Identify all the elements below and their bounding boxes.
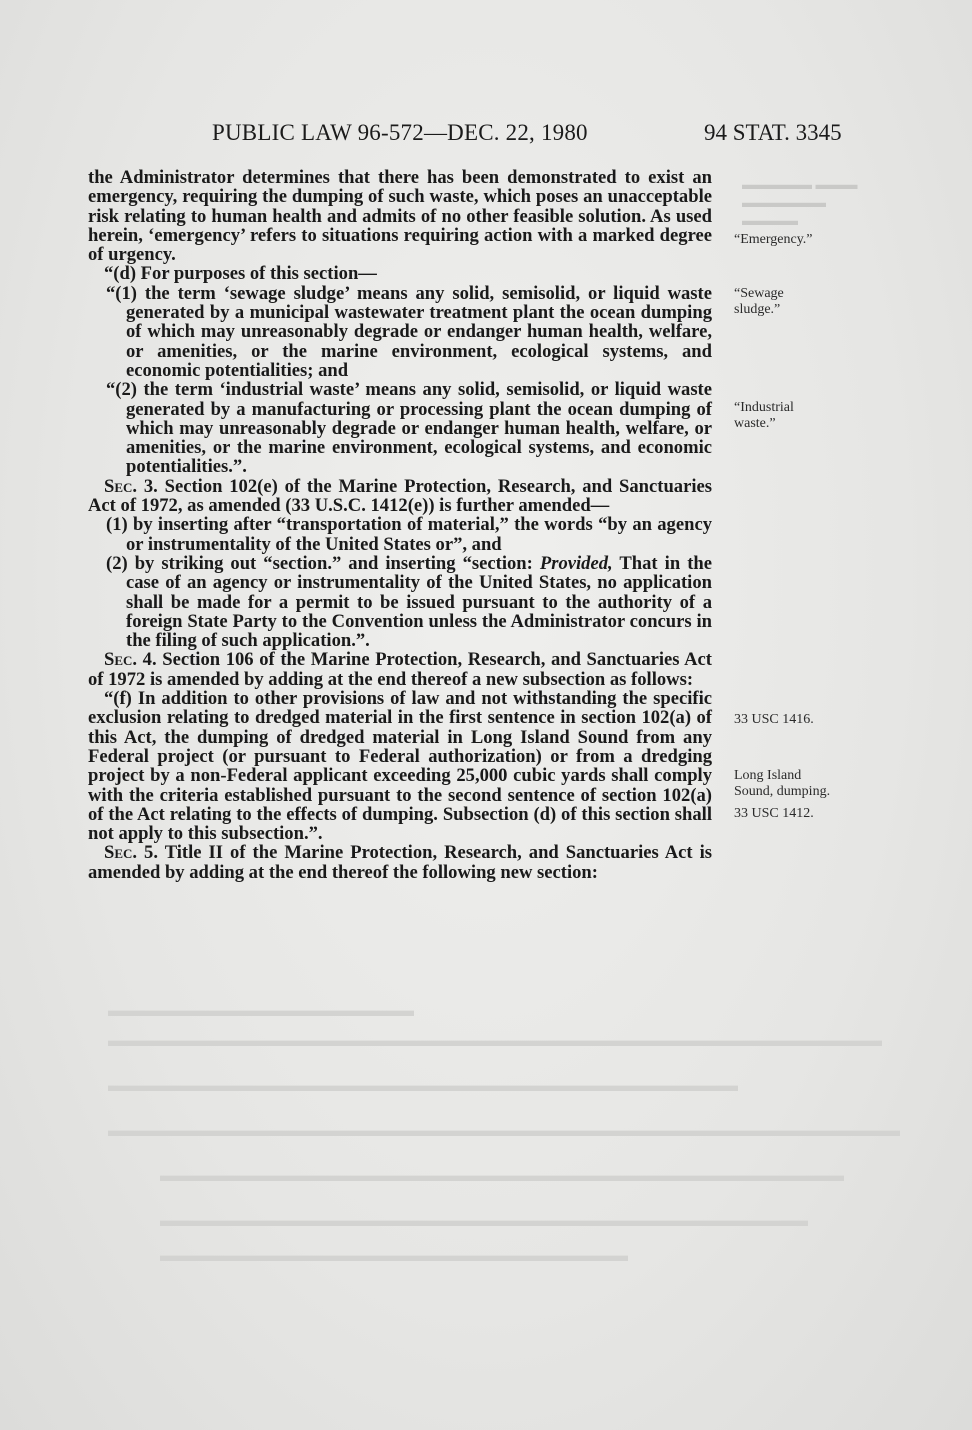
section-5-label: Sec. 5. xyxy=(104,842,159,864)
bleed-through-text: ▬▬▬▬ xyxy=(742,214,798,229)
section-4-text: Section 106 of the Marine Protection, Research, and Sanctuaries Act of 1972 is amended by adding at the end thereof a new subsection as follows: xyxy=(88,649,712,690)
section-5-text: Title II of the Marine Protection, Research, and Sanctuaries Act is amended by adding at the end thereof the following new section: xyxy=(88,842,713,883)
amendment-2-text-a: (2) by striking out “section.” and inserting “section: xyxy=(106,552,540,574)
paragraph-section-3 xyxy=(88,477,712,516)
bleed-through-text: ▬▬▬▬▬▬▬▬▬▬▬▬▬▬▬▬▬▬▬▬▬▬▬▬▬▬▬▬▬▬▬▬▬▬▬▬ xyxy=(160,1210,808,1230)
bleed-through-text: ▬▬▬▬▬▬▬▬▬▬▬▬▬▬▬▬▬▬▬▬▬▬▬▬▬▬▬▬▬▬▬▬▬▬▬▬▬▬ xyxy=(160,1165,844,1185)
running-header-page-number: 94 STAT. 3345 xyxy=(704,120,842,145)
bleed-through-text: ▬▬▬▬▬▬▬▬▬▬▬▬▬▬▬▬▬▬▬▬▬▬▬▬▬▬ xyxy=(160,1245,628,1265)
paragraph-amendment-1: (1) by inserting after “transportation of material,” the words “by an agency or instrumentality of the United States or”, and xyxy=(106,514,712,555)
running-header-title: PUBLIC LAW 96-572—DEC. 22, 1980 xyxy=(212,120,588,145)
paragraph-definition-industrial-waste: “(2) the term ‘industrial waste’ means any solid, semisolid, or liquid waste generated by a manufacturing or processing plant the ocean dumping of which may unreasonably degrade or endanger human health, welfare, or amenities, or the marine environment, ecological systems, and economic potentialities.”. xyxy=(106,379,712,478)
amendment-2-provided: Provided, xyxy=(539,552,613,574)
amendment-2-text-b: That in the case of an agency or instrumentality of the United States, no application shall be made for a permit to be issued pursuant to the authority of a foreign State Party to the Convention unless the Administrator concurs in the filing of such application.”. xyxy=(126,552,712,652)
section-3-label: Sec. 3. xyxy=(104,475,158,497)
section-3-text: Section 102(e) of the Marine Protection, Research, and Sanctuaries Act of 1972, as amended (33 U.S.C. 1412(e)) is further amended— xyxy=(88,475,712,517)
bleed-through-text: ▬▬▬▬▬▬▬▬▬▬▬▬▬▬▬▬▬ xyxy=(108,1000,414,1020)
paragraph-definition-sewage-sludge: “(1) the term ‘sewage sludge’ means any solid, semisolid, or liquid waste generated by a municipal wastewater treatment plant the ocean dumping of which may unreasonably degrade or endanger human health, welfare, or amenities, or the marine environment, ecological systems, and economic potentialities; and xyxy=(106,282,712,381)
bleed-through-text: ▬▬▬▬▬ ▬▬▬ xyxy=(742,178,858,193)
margin-note-long-island-line1: Long Island xyxy=(734,768,802,783)
paragraph-amendment-2 xyxy=(88,554,712,650)
paragraph-section-4 xyxy=(88,650,712,689)
paragraph-continuation: the Administrator determines that there has been demonstrated to exist an emergency, requiring the dumping of such waste, which poses an unacceptable risk relating to human health and admits of no other feasible solution. As used herein, ‘emergency’ refers to situations requiring action with a marked degree of urgency. xyxy=(88,167,712,266)
margin-note-emergency: “Emergency.” xyxy=(734,232,813,247)
paragraph-section-5 xyxy=(88,843,712,882)
margin-note-industrial-line2: waste.” xyxy=(734,416,776,431)
statute-text xyxy=(88,168,712,882)
margin-note-long-island-line2: Sound, dumping. xyxy=(734,784,831,799)
bleed-through-text: ▬▬▬▬▬▬▬▬▬▬▬▬▬▬▬▬▬▬▬▬▬▬▬▬▬▬▬▬▬▬▬▬▬▬▬ xyxy=(108,1075,738,1095)
paragraph-subsection-f: “(f) In addition to other provisions of law and not withstanding the specific exclusion relating to dredged material in the first sentence in section 102(a) of this Act, the dumping of dredged material in Long Island Sound from any Federal project (or pursuant to Federal authorization) or from a dredging project by a non-Federal applicant exceeding 25,000 cubic yards shall comply with the criteria established pursuant to the second sentence of section 102(a) of the Act relating to the effects of dumping. Subsection (d) of this section shall not apply to this subsection.”. xyxy=(88,688,712,845)
bleed-through-text: ▬▬▬▬▬▬ xyxy=(742,196,826,211)
bleed-through-text: ▬▬▬▬▬▬▬▬▬▬▬▬▬▬▬▬▬▬▬▬▬▬▬▬▬▬▬▬▬▬▬▬▬▬▬▬▬▬▬▬▬▬▬▬ xyxy=(108,1120,900,1140)
margin-note-usc-1416: 33 USC 1416. xyxy=(734,712,814,727)
margin-note-industrial-line1: “Industrial xyxy=(734,400,794,415)
paragraph-subsection-d: “(d) For purposes of this section— xyxy=(104,263,377,285)
margin-note-sewage-line1: “Sewage xyxy=(734,286,784,301)
section-4-label: Sec. 4. xyxy=(104,649,157,671)
margin-note-sewage-line2: sludge.” xyxy=(734,302,781,317)
margin-note-usc-1412: 33 USC 1412. xyxy=(734,806,814,821)
bleed-through-text: ▬▬▬▬▬▬▬▬▬▬▬▬▬▬▬▬▬▬▬▬▬▬▬▬▬▬▬▬▬▬▬▬▬▬▬▬▬▬▬▬▬▬▬ xyxy=(108,1030,882,1050)
